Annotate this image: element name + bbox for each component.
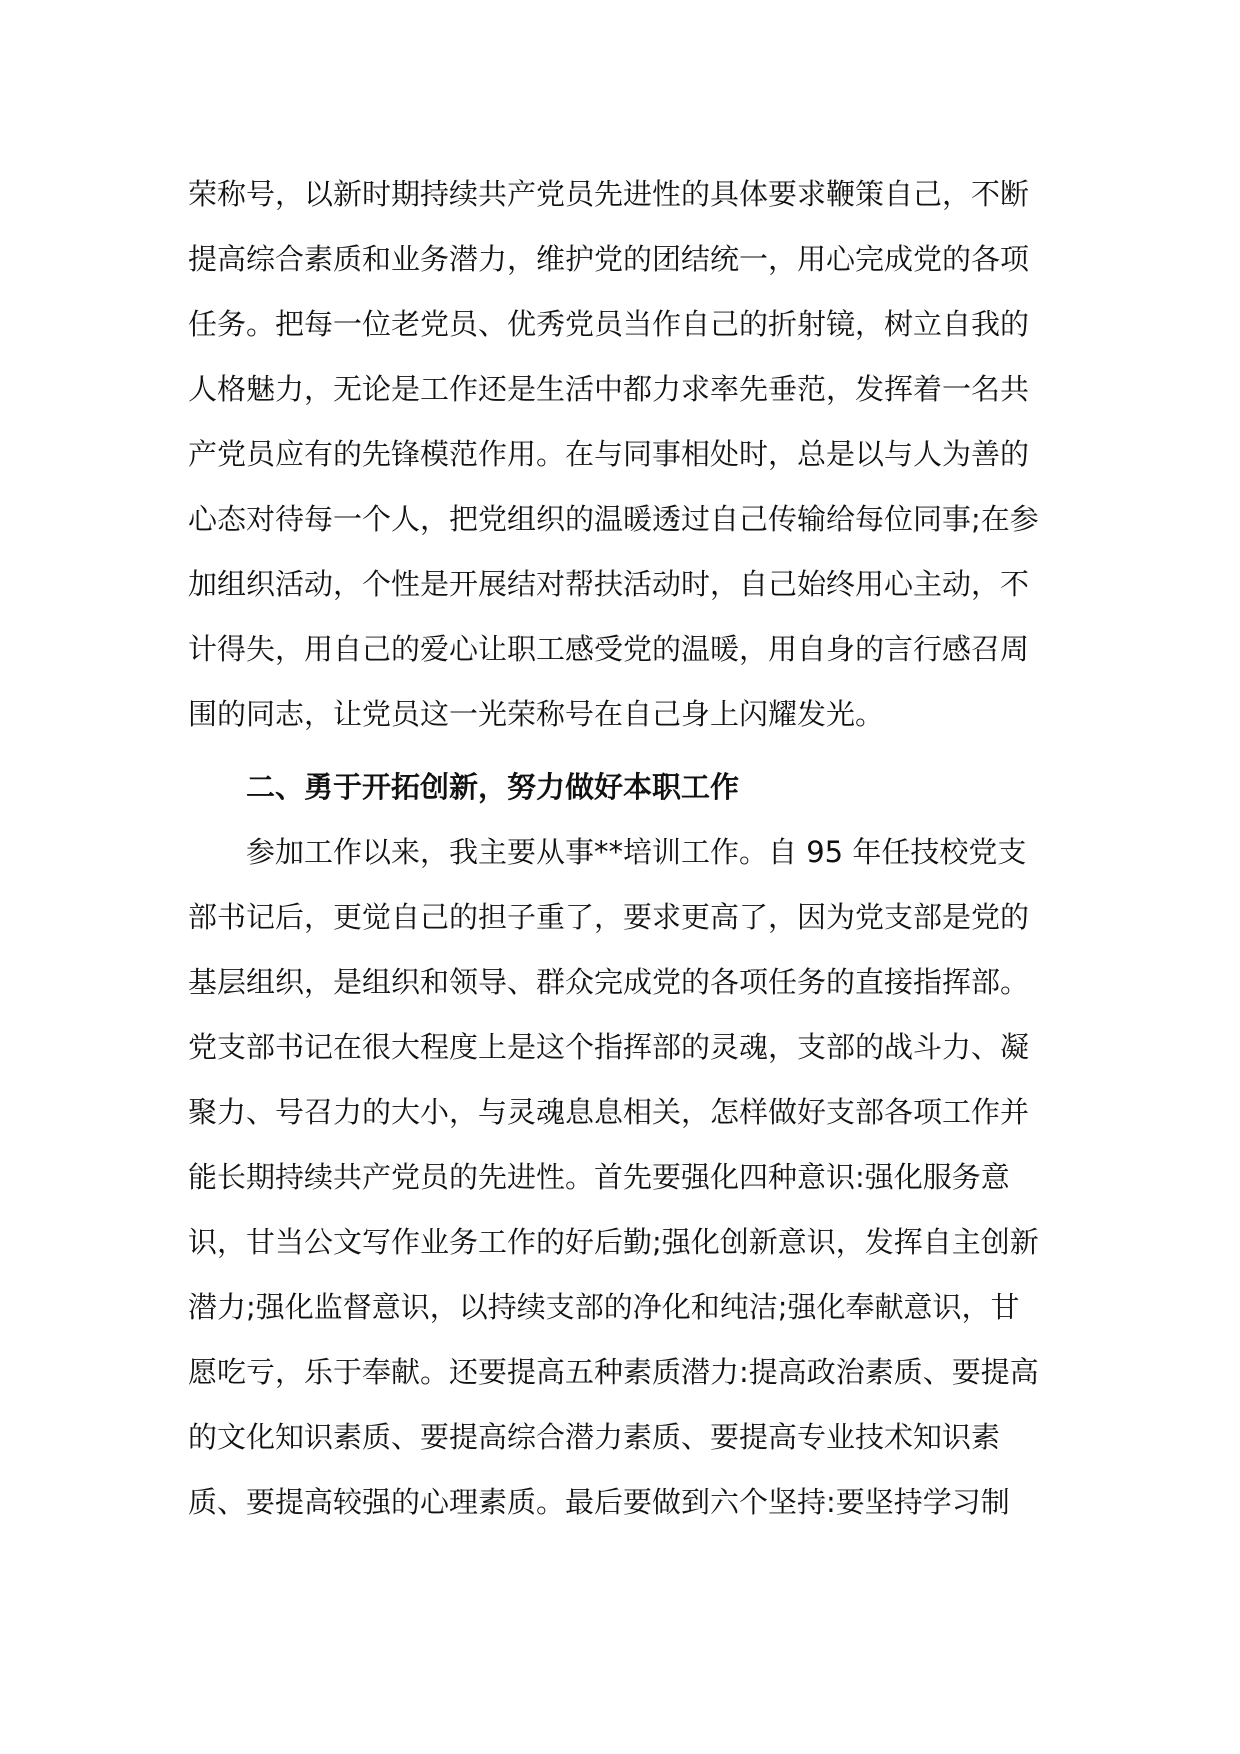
text-line: 愿吃亏，乐于奉献。还要提高五种素质潜力:提高政治素质、要提高 (188, 1355, 1039, 1389)
paragraph-2 (188, 820, 1068, 1535)
text-line: 荣称号，以新时期持续共产党员先进性的具体要求鞭策自己，不断 (188, 177, 1030, 211)
text-line: 识，甘当公文写作业务工作的好后勤;强化创新意识，发挥自主创新 (188, 1225, 1039, 1259)
text-line: 基层组织，是组织和领导、群众完成党的各项任务的直接指挥部。 (188, 965, 1030, 999)
text-line: 加组织活动，个性是开展结对帮扶活动时，自己始终用心主动，不 (188, 567, 1030, 601)
text-line: 人格魅力，无论是工作还是生活中都力求率先垂范，发挥着一名共 (188, 372, 1030, 406)
text-line: 围的同志，让党员这一光荣称号在自己身上闪耀发光。 (188, 697, 885, 731)
text-line: 部书记后，更觉自己的担子重了，要求更高了，因为党支部是党的 (188, 900, 1030, 934)
text-line: 党支部书记在很大程度上是这个指挥部的灵魂，支部的战斗力、凝 (188, 1030, 1030, 1064)
section-heading: 二、勇于开拓创新，努力做好本职工作 (246, 770, 740, 804)
text-line: 任务。把每一位老党员、优秀党员当作自己的折射镜，树立自我的 (188, 307, 1030, 341)
text-line: 心态对待每一个人，把党组织的温暖透过自己传输给每位同事;在参 (188, 502, 1039, 536)
text-line: 提高综合素质和业务潜力，维护党的团结统一，用心完成党的各项 (188, 242, 1030, 276)
text-line: 产党员应有的先锋模范作用。在与同事相处时，总是以与人为善的 (188, 437, 1030, 471)
text-line: 参加工作以来，我主要从事**培训工作。自 95 年任技校党支 (246, 835, 1027, 869)
text-line: 聚力、号召力的大小，与灵魂息息相关，怎样做好支部各项工作并 (188, 1095, 1030, 1129)
paragraph-1 (188, 162, 1068, 747)
text-line: 计得失，用自己的爱心让职工感受党的温暖，用自身的言行感召周 (188, 632, 1030, 666)
text-line: 质、要提高较强的心理素质。最后要做到六个坚持:要坚持学习制 (188, 1485, 1010, 1519)
text-line: 能长期持续共产党员的先进性。首先要强化四种意识:强化服务意 (188, 1160, 1010, 1194)
text-line: 的文化知识素质、要提高综合潜力素质、要提高专业技术知识素 (188, 1420, 1001, 1454)
text-line: 潜力;强化监督意识，以持续支部的净化和纯洁;强化奉献意识，甘 (188, 1290, 1020, 1324)
